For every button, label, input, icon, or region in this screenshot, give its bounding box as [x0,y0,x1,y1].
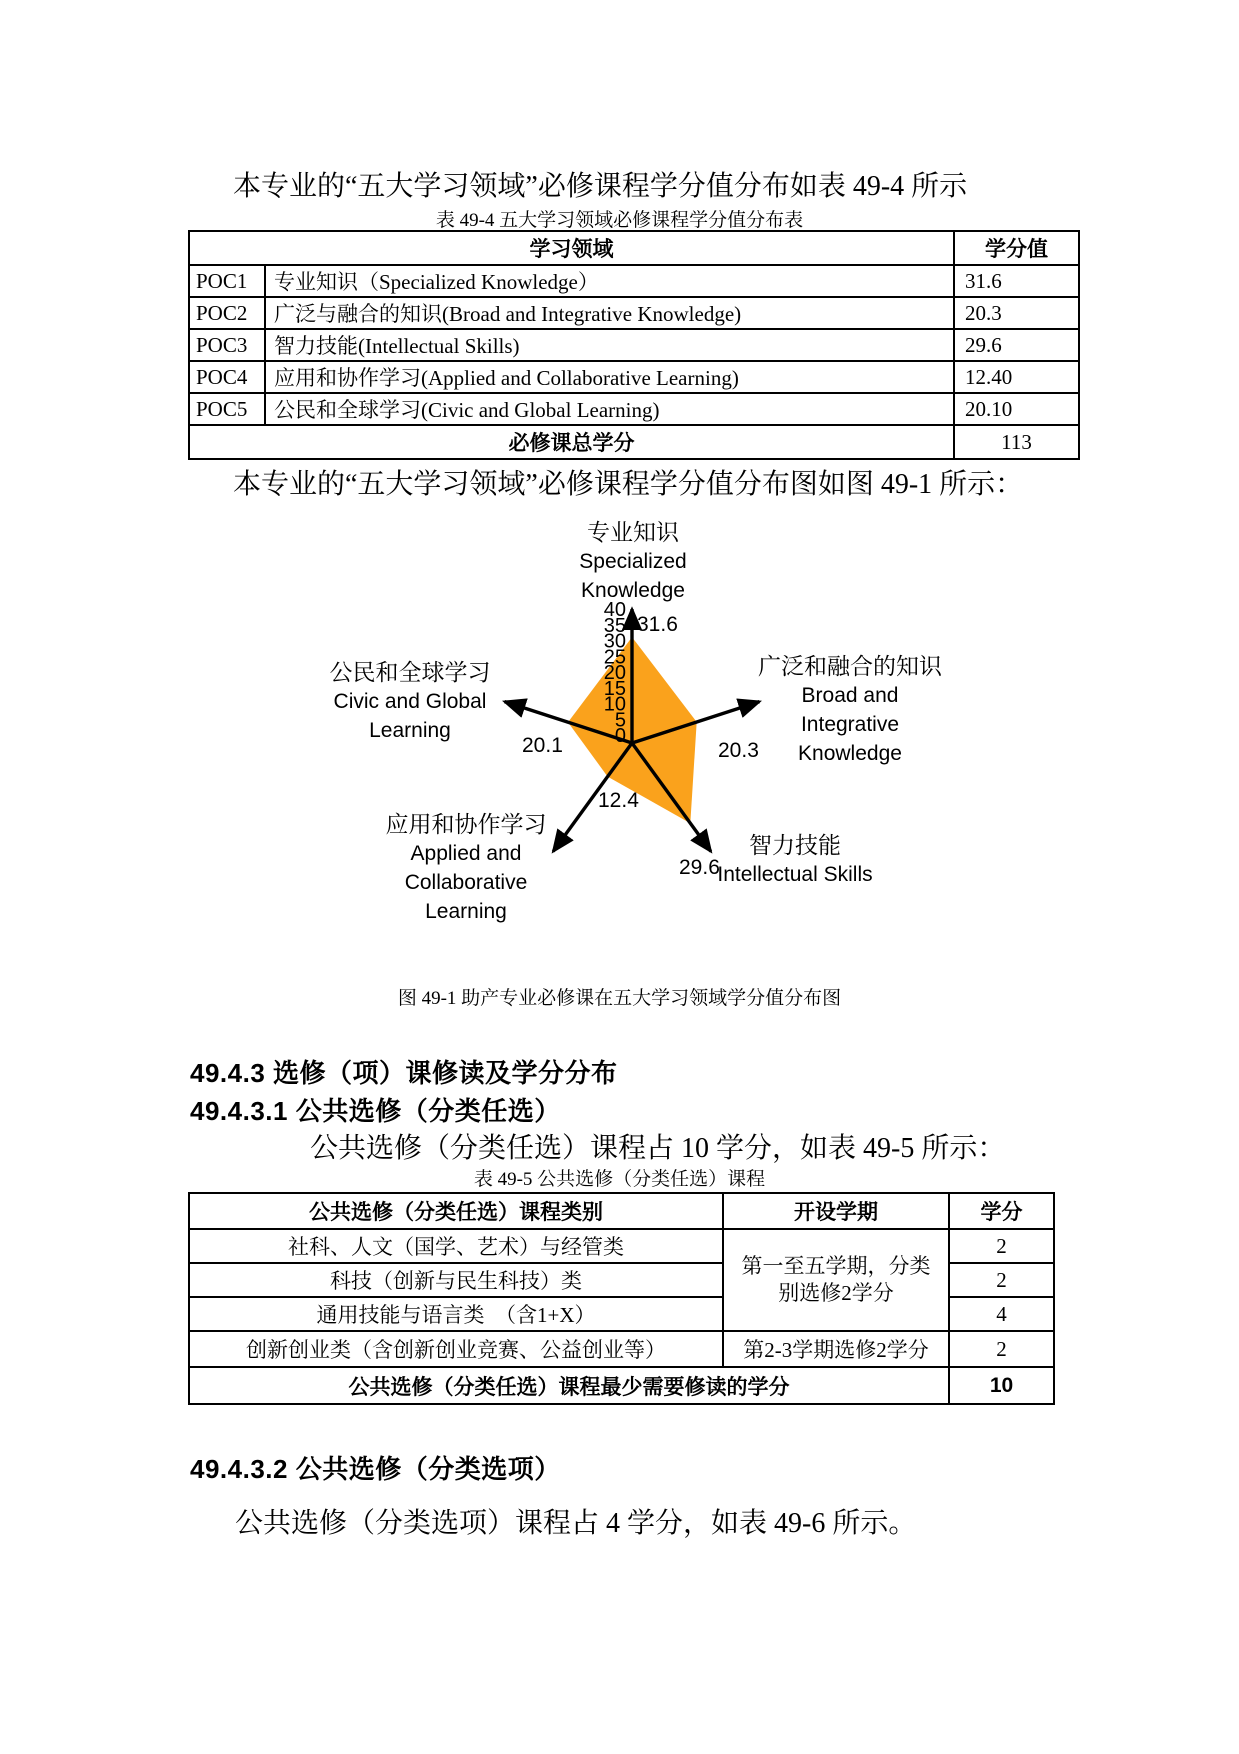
axis-label-en: Civic and Global [333,690,487,713]
axis-label-broad-integrative [758,652,942,768]
credit-value: 31.6 [954,265,1079,297]
credit-value: 20.3 [954,297,1079,329]
credits-cell: 2 [949,1331,1054,1367]
svg-text:5: 5 [614,709,626,732]
header-credits-cell: 学分 [949,1193,1054,1229]
table2-caption: 表 49-5 公共选修（分类任选）课程 [473,1169,766,1190]
svg-text:29.6: 29.6 [679,856,720,879]
svg-text:15: 15 [603,677,626,700]
svg-text:20: 20 [603,662,626,684]
axis-label-en: Applied and [410,842,522,865]
axis-label-zh: 公民和全球学习 [329,659,491,685]
poc-code: POC3 [189,329,265,361]
figure-caption: 图 49-1 助产专业必修课在五大学习领域学分值分布图 [397,988,842,1009]
table-row [189,361,1079,393]
section-heading-4-4-3: 49.4.3 选修（项）课修读及学分分布 [190,1058,618,1088]
section-heading-4-4-3-1: 49.4.3.1 公共选修（分类任选） [190,1096,561,1126]
axis-label-specialized-knowledge [579,518,686,605]
credits-cell: 2 [949,1263,1054,1297]
poc-code: POC4 [189,361,265,393]
svg-text:40: 40 [603,599,626,621]
axis-label-zh: 广泛和融合的知识 [758,653,942,679]
category-cell: 创新创业类（含创新创业竞赛、公益创业等） [189,1331,723,1367]
table-row [189,1331,1054,1367]
credit-value: 12.40 [954,361,1079,393]
header-semester-cell: 开设学期 [723,1193,949,1229]
svg-text:20.1: 20.1 [522,734,563,757]
poc-code: POC5 [189,393,265,425]
credit-value: 29.6 [954,329,1079,361]
svg-text:30: 30 [603,630,626,653]
axis-label-en: Specialized [579,550,687,573]
table-row [189,329,1079,361]
poc-code: POC2 [189,297,265,329]
elective-paragraph: 公共选修（分类任选）课程占 10 学分，如表 49-5 所示： [310,1133,1006,1164]
poc-code: POC1 [189,265,265,297]
axis-label-en: Learning [425,900,507,923]
axis-label-civic-global [330,658,491,745]
category-cell: 通用技能与语言类 （含1+X） [189,1297,723,1331]
credit-distribution-table [188,230,1080,460]
table-row [189,1229,1054,1263]
axis-label-en: Intellectual Skills [717,863,873,886]
domain-name: 公民和全球学习(Civic and Global Learning) [265,393,954,425]
table-header-row [189,1193,1054,1229]
domain-name: 广泛与融合的知识(Broad and Integrative Knowledge) [265,297,954,329]
closing-paragraph: 公共选修（分类选项）课程占 4 学分，如表 49-6 所示。 [235,1508,917,1539]
table-row [189,297,1079,329]
credits-cell: 2 [949,1229,1054,1263]
axis-label-applied-collaborative [386,810,547,926]
intro-paragraph-figure: 本专业的“五大学习领域”必修课程学分值分布图如图 49-1 所示： [233,469,1024,500]
axis-label-en: Learning [369,719,451,742]
domain-name: 智力技能(Intellectual Skills) [265,329,954,361]
svg-text:12.4: 12.4 [598,789,639,812]
svg-text:25: 25 [603,646,626,669]
header-credits-cell: 学分值 [954,231,1079,265]
public-elective-table [188,1192,1055,1405]
total-value-cell: 113 [954,425,1079,459]
semester-cell: 第2-3学期选修2学分 [723,1331,949,1367]
header-category-cell: 公共选修（分类任选）课程类别 [189,1193,723,1229]
table-row [189,265,1079,297]
axis-label-en: Broad and [801,684,899,707]
axis-label-zh: 智力技能 [748,832,841,858]
intro-paragraph-table: 本专业的“五大学习领域”必修课程学分值分布如表 49-4 所示 [233,171,968,202]
svg-text:35: 35 [603,614,626,637]
credits-cell: 4 [949,1297,1054,1331]
axis-label-intellectual-skills [717,831,872,889]
domain-name: 专业知识（Specialized Knowledge） [265,265,954,297]
category-cell: 社科、人文（国学、艺术）与经管类 [189,1229,723,1263]
svg-text:31.6: 31.6 [637,613,678,636]
category-cell: 科技（创新与民生科技）类 [189,1263,723,1297]
section-heading-4-4-3-2: 49.4.3.2 公共选修（分类选项） [190,1454,561,1484]
axis-label-zh: 专业知识 [587,519,679,545]
axis-label-en: Knowledge [798,742,902,765]
domain-name: 应用和协作学习(Applied and Collaborative Learning) [265,361,954,393]
table-total-row [189,425,1079,459]
table-total-row [189,1367,1054,1404]
axis-label-en: Knowledge [581,579,685,602]
total-label-cell: 必修课总学分 [189,425,954,459]
table1-caption: 表 49-4 五大学习领域必修课程学分值分布表 [435,210,804,231]
axis-label-en: Collaborative [404,871,528,894]
svg-text:0: 0 [614,725,626,747]
svg-text:20.3: 20.3 [718,739,759,762]
table-header-row [189,231,1079,265]
radar-chart [280,515,980,945]
axis-label-en: Integrative [800,713,900,736]
table-row [189,393,1079,425]
axis-label-zh: 应用和协作学习 [385,811,547,837]
total-value-cell: 10 [949,1367,1054,1404]
total-label-cell: 公共选修（分类任选）课程最少需要修读的学分 [189,1367,949,1404]
header-domain-cell: 学习领域 [189,231,954,265]
svg-text:10: 10 [603,693,626,716]
credit-value: 20.10 [954,393,1079,425]
merged-semester-cell: 第一至五学期，分类别选修2学分 [723,1229,949,1331]
